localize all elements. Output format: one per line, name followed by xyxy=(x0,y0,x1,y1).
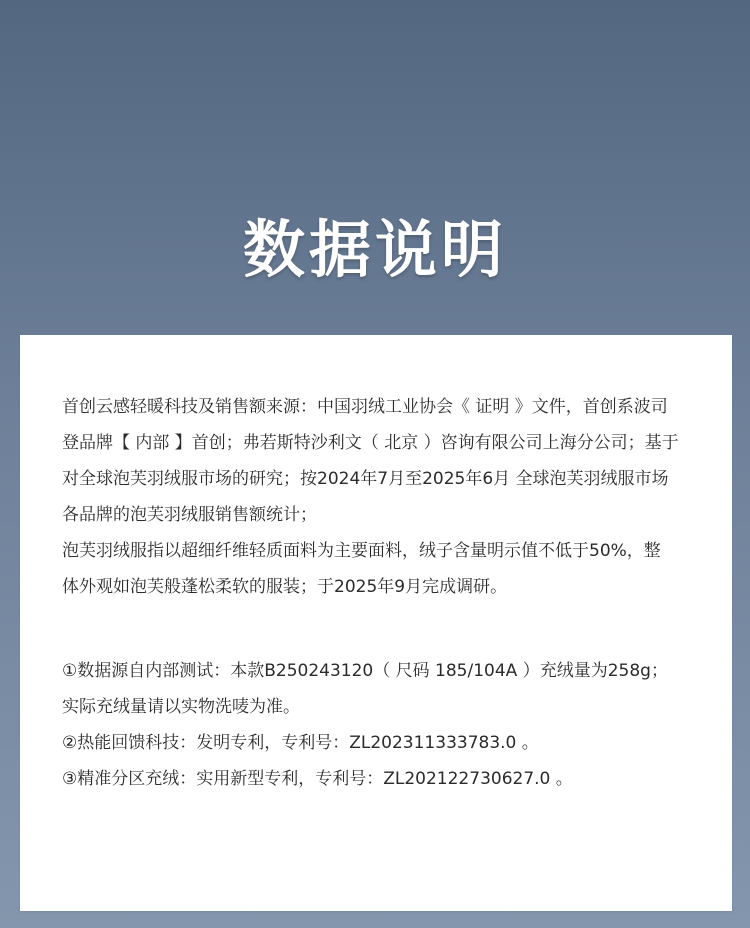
note-line-3: ②热能回馈科技：发明专利，专利号：ZL202311333783.0 。 xyxy=(62,733,539,753)
note-line-2: 实际充绒量请以实物洗唛为准。 xyxy=(62,697,300,717)
section-spacer xyxy=(62,605,710,653)
source-line-3: 对全球泡芙羽绒服市场的研究；按2024年7月至2025年6月 全球泡芙羽绒服市场 xyxy=(62,469,669,489)
source-line-2: 登品牌【 内部 】首创；弗若斯特沙利文（ 北京 ）咨询有限公司上海分公司；基于 xyxy=(62,433,679,453)
description-content xyxy=(62,389,710,797)
note-line-4: ③精准分区充绒：实用新型专利，专利号：ZL202122730627.0 。 xyxy=(62,769,573,789)
note-line-1: ①数据源自内部测试：本款B250243120（ 尺码 185/104A ）充绒量为258g； xyxy=(62,661,668,681)
source-line-1: 首创云感轻暖科技及销售额来源：中国羽绒工业协会《 证明 》文件，首创系波司 xyxy=(62,397,668,417)
header-banner xyxy=(0,0,750,335)
source-line-5: 泡芙羽绒服指以超细纤维轻质面料为主要面料，绒子含量明示值不低于50%，整 xyxy=(62,541,661,561)
data-description-panel xyxy=(20,335,732,911)
source-line-6: 体外观如泡芙般蓬松柔软的服装；于2025年9月完成调研。 xyxy=(62,577,508,597)
page-title: 数据说明 xyxy=(242,213,507,286)
source-line-4: 各品牌的泡芙羽绒服销售额统计； xyxy=(62,505,317,525)
